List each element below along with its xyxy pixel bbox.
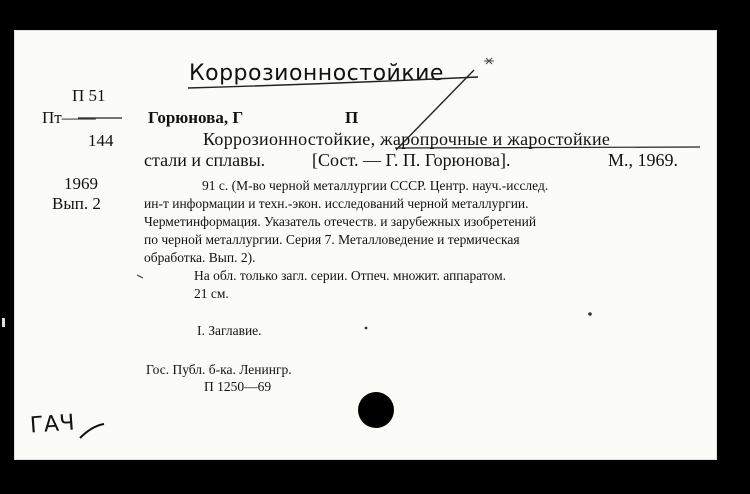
heading-underline [188,77,478,88]
title-underline [395,147,700,148]
title-line2-prefix: стали и сплавы. [144,150,266,170]
size-line: 21 см. [194,286,229,301]
library-line1: Гос. Публ. б-ка. Ленингр. [146,362,292,377]
description-line1: 91 с. (М-во черной металлургии СССР. Центр. науч.-исслед. [202,178,549,193]
description-line3: Черметинформация. Указатель отечеств. и зарубежных изобретений [144,214,537,229]
initials-flourish [80,424,104,438]
title-line2-responsibility: [Сост. — Г. П. Горюнова]. [312,150,511,170]
speck [588,312,592,316]
asterisk-mark-icon [484,58,494,64]
handwritten-heading: Коррозионностойкие [189,61,444,86]
speck [365,327,368,330]
author-initial: П [345,108,359,127]
description-line2: ин-т информации и техн.-экон. исследований черной металлургии. [144,196,529,211]
call-number-line2: Пт—— [42,108,96,127]
description-line4: по черной металлургии. Серия 7. Металловедение и термическая [144,232,520,247]
edge-speck [2,318,5,327]
call-number-issue: Вып. 2 [52,194,101,213]
description-line5: обработка. Вып. 2). [144,250,256,265]
handwritten-initials: ГАЧ [29,410,76,439]
note-line: На обл. только загл. серии. Отпеч. множит. аппаратом. [194,268,507,283]
call-number-line1: П 51 [72,86,106,105]
punch-hole [358,392,394,428]
call-number-line3: 144 [88,131,114,150]
speck-mark [137,275,143,278]
title-line1: Коррозионностойкие, жаропрочные и жаростойкие [203,129,611,149]
pencil-diagonal-stroke [396,70,474,150]
library-line2: П 1250—69 [204,379,272,394]
title-line2-place: М., 1969. [608,150,679,170]
call-number-year: 1969 [64,174,98,193]
tracing-line: I. Заглавие. [197,323,262,338]
author-name: Горюнова, Г [148,108,244,127]
